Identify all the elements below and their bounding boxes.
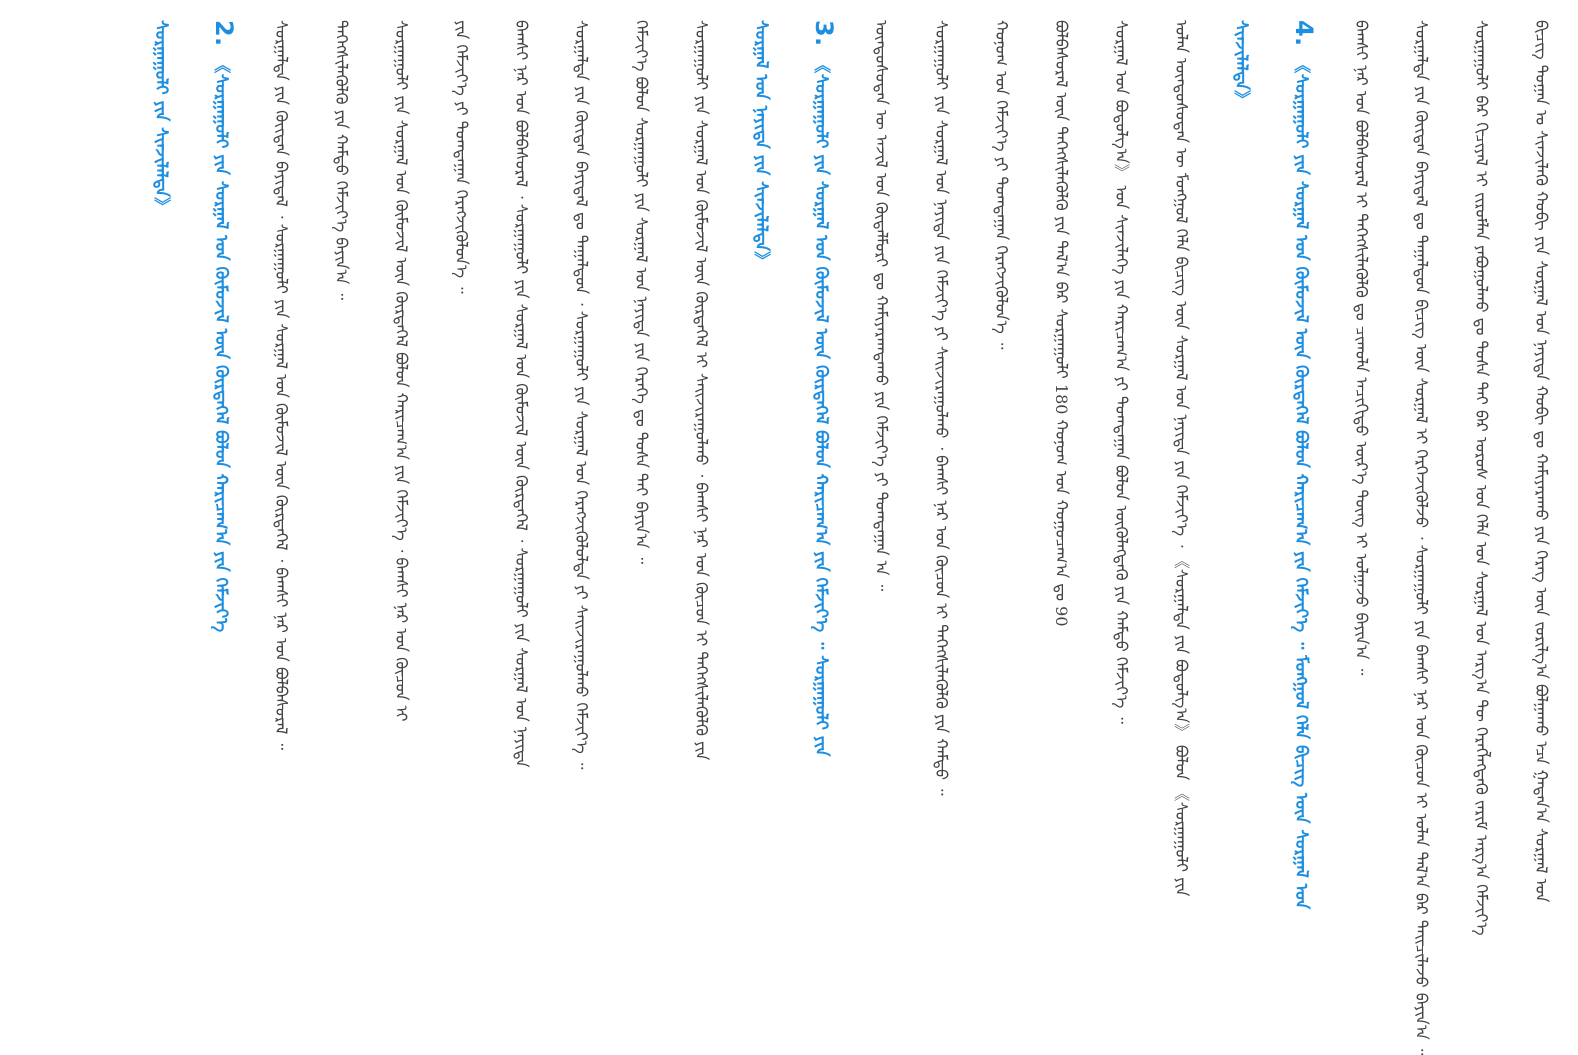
section-heading xyxy=(808,20,838,860)
body-text: ᠰᠤᠷᠭᠠᠭᠤᠯᠢ ᠶᠢᠨ ᠰᠤᠷᠭᠠᠯ ᠤᠨ ᠬᠦᠮᠦᠵᠢᠯ ᠦᠨ ᠬᠦᠷᠲᠡᠭᠡᠯ ᠢ ᠰᠠᠢᠵᠢᠷᠠᠭᠤᠯᠬᠤ ᠂ ᠪᠠᠭᠰᠢ ᠨᠠᠷ ᠤᠨ ᠬᠦᠴᠦᠨ ᠢ ᠳᠡᠭᠡᠭᠰᠢᠯᠡᠭᠦᠯᠬᠦ ᠶᠢᠨ xyxy=(692,20,711,761)
text-column xyxy=(1468,20,1494,936)
body-text: ᠰᠤᠷᠭᠠᠯ ᠤᠨ ᠪᠣᠳᠤᠯᠭ᠎ᠠ》 ᠤᠨ ᠰᠢᠨᠵᠢᠯᠡᠭᠡ ᠶᠢᠨ ᠬᠠᠷᠢᠴᠠᠭ᠎ᠠ ᠶᠢ ᠲᠣᠭᠲᠠᠭᠠᠨ ᠪᠣᠯᠤᠨ ᠦᠭᠦᠯᠡᠭᠳᠡᠬᠦ ᠶᠢᠨ ᠬᠠᠮᠲᠤ ᠬᠡᠮᠵᠢᠶ᠎ᠡ ᠃ xyxy=(1112,20,1131,724)
text-column xyxy=(508,20,534,860)
text-column xyxy=(628,20,654,860)
section-number: 4. xyxy=(1290,20,1318,47)
body-text: ᠰᠤᠷᠭᠠᠭᠤᠯᠢ ᠪᠠᠷ ᠬᠢᠴᠢᠶᠡᠯ ᠢ ᠵᠢᠷᠤᠮᠯᠠᠨ ᠶᠠᠪᠤᠭᠤᠯᠬᠤ ᠳᠤ ᠲᠤᠰᠠ ᠲᠡᠢ ᠪᠡᠷ ᠣᠷᠣᠰ ᠤᠨ ᠬᠡᠯᠡ ᠤᠨ ᠰᠤᠷᠭᠠᠯ ᠤᠨ ᠠᠷᠭ᠎ᠠ ᠲᠦ ᠬᠡᠷᠡᠭᠯᠡᠭᠳᠡᠬᠦ ᠵᠠᠷᠢᠮ ᠠᠷᠭ᠎ᠠ ᠬᠡᠮᠵᠢᠶ᠎ᠡ xyxy=(1472,20,1491,936)
heading-text: ᠰᠤᠷᠭᠠᠯ ᠤᠨ ᠨᠡᠶᠢᠲᠡ ᠶᠢᠨ ᠰᠢᠨᠵᠢᠯᠡᠯᠲᠡ》 xyxy=(751,20,771,269)
text-column xyxy=(1048,20,1074,860)
body-text: ᠪᠣᠯᠪᠠᠰᠤᠷᠠᠯ ᠦᠨ ᠳᠡᠭᠡᠭᠰᠢᠯᠡᠭᠦᠯᠬᠦ ᠶᠢᠨ ᠲᠠᠯ᠎ᠠ ᠪᠡᠷ ᠰᠤᠷᠭᠠᠭᠤᠯᠢ 180 ᠬᠣᠨᠣᠭ ᠤᠨ ᠬᠤᠭᠤᠴᠠᠭ᠎ᠠ ᠳᠤ 90 xyxy=(1052,20,1071,627)
section-heading xyxy=(1288,20,1318,910)
body-text: ᠰᠤᠷᠭᠠᠯᠲᠠ ᠶᠢᠨ ᠬᠦᠢᠲᠡᠨ ᠪᠠᠶᠢᠳᠠᠯ ᠂ ᠰᠤᠷᠭᠠᠭᠤᠯᠢ ᠶᠢᠨ ᠰᠤᠷᠭᠠᠯ ᠤᠨ ᠬᠦᠮᠦᠵᠢᠯ ᠦᠨ ᠬᠦᠷᠲᠡᠭᠡᠯ ᠂ ᠪᠠᠭᠰᠢ ᠨᠠᠷ ᠤᠨ ᠪᠣᠯᠪᠠᠰᠤᠷᠠᠯ ᠃ xyxy=(272,20,291,751)
section-number: 3. xyxy=(810,20,838,47)
section-heading xyxy=(1228,20,1254,860)
text-column xyxy=(988,20,1014,860)
heading-text: 《ᠰᠤᠷᠭᠠᠭᠤᠯᠢ ᠶᠢᠨ ᠰᠤᠷᠭᠠᠯ ᠤᠨ ᠬᠦᠮᠦᠵᠢᠯ ᠦᠨ ᠬᠦᠷᠲᠡᠭᠡᠯ ᠪᠣᠯᠤᠨ ᠬᠠᠷᠢᠴᠠᠭ᠎ᠠ ᠶᠢᠨ ᠬᠡᠮᠵᠢᠶ᠎ᠡ ᠃ ᠮᠣᠩᠭᠣᠯ ᠬᠡᠯᠡ ᠪᠢᠴᠢᠭ᠌ ᠦᠨ ᠰᠤᠷᠭᠠᠯ ᠤᠨ xyxy=(1291,56,1311,910)
body-text: ᠦᠨᠳᠦᠰᠦᠲᠡᠨ ᠦ ᠠᠵᠢᠯ ᠤᠨ ᠬᠦᠳᠡᠯᠮᠦᠷᠢ ᠳᠤ ᠬᠠᠮᠢᠶᠠᠷᠠᠭᠳᠠᠬᠤ ᠶᠢᠨ ᠬᠡᠮᠵᠢᠶ᠎ᠡ ᠶᠢ ᠲᠣᠭᠲᠠᠭᠠᠨ ᠠ ᠃ xyxy=(872,20,891,592)
text-column xyxy=(568,20,594,860)
text-column xyxy=(688,20,714,860)
text-column xyxy=(1108,20,1134,860)
section-heading xyxy=(148,20,174,860)
body-text: ᠶᠢᠨ ᠬᠡᠮᠵᠢᠶ᠎ᠡ ᠶᠢ ᠲᠣᠭᠲᠠᠭᠠᠨ ᠬᠡᠷᠡᠭᠵᠢᠭᠦᠯᠦᠨ᠎ᠡ ᠃ xyxy=(452,20,471,294)
body-text: ᠰᠤᠷᠭᠠᠭᠤᠯᠢ ᠶᠢᠨ ᠰᠤᠷᠭᠠᠯ ᠤᠨ ᠬᠦᠮᠦᠵᠢᠯ ᠦᠨ ᠬᠦᠷᠲᠡᠭᠡᠯ ᠪᠣᠯᠤᠨ ᠬᠠᠷᠢᠴᠠᠭ᠎ᠠ ᠶᠢᠨ ᠬᠡᠮᠵᠢᠶ᠎ᠡ ᠂ ᠪᠠᠭᠰᠢ ᠨᠠᠷ ᠤᠨ ᠬᠦᠴᠦᠨ ᠢ xyxy=(392,20,411,722)
text-column xyxy=(868,20,894,860)
body-text: ᠪᠠᠭᠰᠢ ᠨᠠᠷ ᠤᠨ ᠪᠣᠯᠪᠠᠰᠤᠷᠠᠯ ᠂ ᠰᠤᠷᠭᠠᠭᠤᠯᠢ ᠶᠢᠨ ᠰᠤᠷᠭᠠᠯ ᠤᠨ ᠬᠦᠮᠦᠵᠢᠯ ᠦᠨ ᠬᠦᠷᠲᠡᠭᠡᠯ ᠂ ᠰᠤᠷᠭᠠᠭᠤᠯᠢ ᠶᠢᠨ ᠰᠤᠷᠭᠠᠯ ᠤᠨ ᠨᠡᠶᠢᠲᠡ xyxy=(512,20,531,768)
section-number: 2. xyxy=(210,20,238,47)
text-column xyxy=(1348,20,1374,860)
body-text: ᠬᠣᠨᠣᠭ ᠤᠨ ᠬᠡᠮᠵᠢᠶ᠎ᠡ ᠶᠢ ᠲᠣᠭᠲᠠᠭᠠᠨ ᠬᠡᠷᠡᠭᠵᠢᠭᠦᠯᠦᠨ᠎ᠡ ᠃ xyxy=(992,20,1011,350)
text-column xyxy=(928,20,954,860)
text-column xyxy=(328,20,354,860)
text-column xyxy=(388,20,414,860)
section-heading xyxy=(748,20,774,860)
body-text: ᠣᠯᠠᠨ ᠦᠨᠳᠦᠰᠦᠲᠡᠨ ᠦ ᠮᠣᠩᠭᠣᠯ ᠬᠡᠯᠡ ᠪᠢᠴᠢᠭ᠌ ᠦᠨ ᠰᠤᠷᠭᠠᠯ ᠤᠨ ᠨᠡᠶᠢᠲᠡ ᠶᠢᠨ ᠬᠡᠮᠵᠢᠶ᠎ᠡ ᠂ 《ᠰᠤᠷᠭᠠᠯᠲᠠ ᠶᠢᠨ ᠪᠣᠳᠤᠯᠭ᠎ᠠ》 ᠪᠣᠯᠤᠨ 《ᠰᠤᠷᠭᠠᠭᠤᠯᠢ ᠶᠢᠨ xyxy=(1172,20,1191,897)
heading-text: 《ᠰᠤᠷᠭᠠᠭᠤᠯᠢ ᠶᠢᠨ ᠰᠤᠷᠭᠠᠯ ᠤᠨ ᠬᠦᠮᠦᠵᠢᠯ ᠦᠨ ᠬᠦᠷᠲᠡᠭᠡᠯ ᠪᠣᠯᠤᠨ ᠬᠠᠷᠢᠴᠠᠭ᠎ᠠ ᠶᠢᠨ ᠬᠡᠮᠵᠢᠶ᠎ᠡ ᠃ ᠰᠤᠷᠭᠠᠭᠤᠯᠢ ᠶᠢᠨ xyxy=(811,56,831,757)
body-text: ᠪᠠᠭᠰᠢ ᠨᠠᠷ ᠤᠨ ᠪᠣᠯᠪᠠᠰᠤᠷᠠᠯ ᠢ ᠳᠡᠭᠡᠭᠰᠢᠯᠡᠭᠦᠯᠬᠦ ᠳᠤ ᠴᠢᠬᠤᠯᠠ ᠠᠴᠢᠬᠢᠲᠤ ᠦᠷ᠎ᠡ ᠳᠦᠩ ᠢ ᠣᠯᠭᠠᠵᠤ ᠪᠠᠶᠢᠨ᠎ᠠ ᠃ xyxy=(1352,20,1371,676)
body-text: ᠪᠢᠴᠢᠭ᠌ ᠲᠣᠭᠠᠨ ᠤ ᠰᠢᠨᠵᠢᠯᠡᠬᠦ ᠬᠤᠪᠢ ᠶᠢᠨ ᠰᠤᠷᠭᠠᠯ ᠤᠨ ᠨᠡᠶᠢᠲᠡ ᠬᠤᠪᠢ ᠳᠤ ᠬᠠᠮᠢᠶᠠᠷᠠᠬᠤ ᠶᠢᠨ ᠬᠡᠷᠡᠭ ᠦᠨ ᠵᠣᠷᠢᠯᠭ᠎ᠠ ᠪᠣᠯᠭᠠᠬᠤ ᠡᠴᠡ ᠭᠠᠳᠠᠨ᠎ᠠ ᠰᠤᠷᠭᠠᠯ ᠤᠨ xyxy=(1532,20,1551,903)
text-column xyxy=(268,20,294,860)
heading-text: ᠰᠤᠷᠭᠠᠭᠤᠯᠢ ᠶᠢᠨ ᠰᠢᠨᠵᠢᠯᠡᠯᠲᠡ》 xyxy=(151,20,171,215)
text-column xyxy=(1528,20,1554,903)
text-column xyxy=(1408,20,1434,1055)
text-column xyxy=(1168,20,1194,897)
section-heading xyxy=(208,20,238,860)
text-column xyxy=(448,20,474,860)
heading-text: ᠰᠢᠨᠵᠢᠯᠡᠯᠲᠡ》 xyxy=(1231,20,1251,108)
body-text: ᠳᠡᠭᠡᠭᠰᠢᠯᠡᠭᠦᠯᠬᠦ ᠶᠢᠨ ᠬᠠᠮᠲᠤ ᠬᠡᠮᠵᠢᠶ᠎ᠡ ᠪᠠᠶᠢᠨ᠎ᠠ ᠃ xyxy=(332,20,351,300)
heading-text: 《ᠰᠤᠷᠭᠠᠭᠤᠯᠢ ᠶᠢᠨ ᠰᠤᠷᠭᠠᠯ ᠤᠨ ᠬᠦᠮᠦᠵᠢᠯ ᠦᠨ ᠬᠦᠷᠲᠡᠭᠡᠯ ᠪᠣᠯᠤᠨ ᠬᠠᠷᠢᠴᠠᠭ᠎ᠠ ᠶᠢᠨ ᠬᠡᠮᠵᠢᠶ᠎ᠡ xyxy=(211,56,231,633)
body-text: ᠰᠤᠷᠭᠠᠯᠲᠠ ᠶᠢᠨ ᠬᠦᠢᠲᠡᠨ ᠪᠠᠶᠢᠳᠠᠯ ᠳᠤ ᠳᠠᠭᠠᠯᠳᠤᠨ ᠪᠢᠴᠢᠭ᠌ ᠦᠨ ᠰᠤᠷᠭᠠᠯ ᠢ ᠬᠡᠷᠭᠡᠵᠢᠭᠦᠯᠵᠦ ᠂ ᠰᠤᠷᠭᠠᠭᠤᠯᠢ ᠶᠢᠨ ᠪᠠᠭᠰᠢ ᠨᠠᠷ ᠤᠨ ᠬᠦᠴᠦᠨ ᠢ ᠣᠯᠠᠨ ᠲᠠᠯ᠎ᠠ ᠪᠡᠷ ᠳᠠᠢᠴᠢᠯᠠᠵᠤ ᠪᠠᠶᠢᠨ᠎ᠠ ᠃ xyxy=(1412,20,1431,1055)
body-text: ᠰᠤᠷᠭᠠᠭᠤᠯᠢ ᠶᠢᠨ ᠰᠤᠷᠭᠠᠯ ᠤᠨ ᠨᠡᠶᠢᠲᠡ ᠶᠢᠨ ᠬᠡᠮᠵᠢᠶ᠎ᠡ ᠶᠢ ᠰᠠᠢᠵᠢᠷᠠᠭᠤᠯᠬᠤ ᠂ ᠪᠠᠭᠰᠢ ᠨᠠᠷ ᠤᠨ ᠬᠦᠴᠦᠨ ᠢ ᠳᠡᠭᠡᠭᠰᠢᠯᠡᠭᠦᠯᠬᠦ ᠶᠢᠨ ᠬᠠᠮᠲᠤ ᠃ xyxy=(932,20,951,796)
body-text: ᠰᠤᠷᠭᠠᠯᠲᠠ ᠶᠢᠨ ᠬᠦᠢᠲᠡᠨ ᠪᠠᠶᠢᠳᠠᠯ ᠳᠤ ᠳᠠᠭᠠᠯᠳᠤᠨ ᠂ ᠰᠤᠷᠭᠠᠭᠤᠯᠢ ᠶᠢᠨ ᠰᠤᠷᠭᠠᠯ ᠤᠨ ᠬᠡᠷᠡᠭᠵᠢᠭᠦᠯᠦᠯᠲᠡ ᠶᠢ ᠰᠠᠢᠵᠢᠷᠠᠭᠤᠯᠬᠤ ᠬᠡᠮᠵᠢᠶ᠎ᠡ ᠃ xyxy=(572,20,591,770)
body-text: ᠬᠡᠮᠵᠢᠶ᠎ᠡ ᠪᠣᠯᠤᠨ ᠰᠤᠷᠭᠠᠭᠤᠯᠢ ᠶᠢᠨ ᠰᠤᠷᠭᠠᠯ ᠤᠨ ᠨᠡᠶᠢᠲᠡ ᠶᠢᠨ ᠬᠡᠷᠡᠭᠡ ᠳᠤ ᠲᠤᠰᠠ ᠲᠡᠢ ᠪᠠᠶᠢᠨ᠎ᠠ ᠃ xyxy=(632,20,651,565)
